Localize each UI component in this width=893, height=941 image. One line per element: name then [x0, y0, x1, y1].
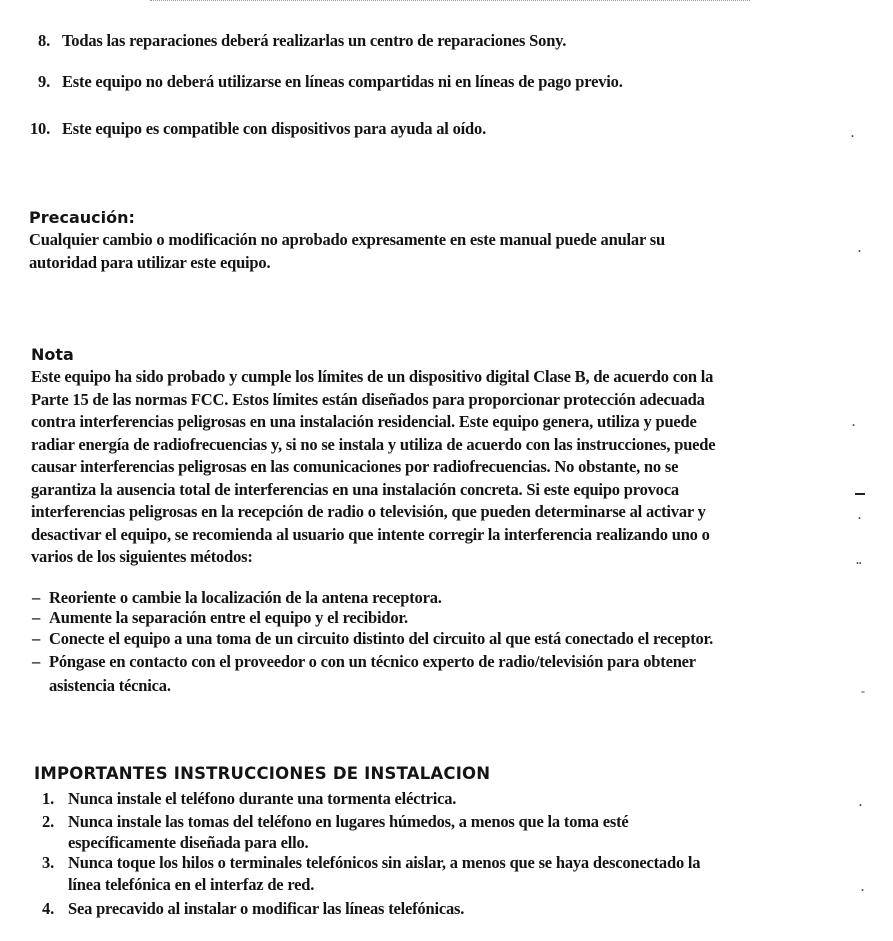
precaucion-heading: Precaución:	[29, 208, 135, 227]
precaucion-body	[29, 229, 665, 274]
text-line: garantiza la ausencia total de interferencias en una instalación concreta. Si este equipo provoca	[31, 479, 679, 499]
bullet-text: asistencia técnica.	[49, 676, 171, 695]
text-line: radiar energía de radiofrecuencias y, si no se instala y utiliza de acuerdo con las instrucciones, puede	[31, 434, 716, 454]
bullet-text: Póngase en contacto con el proveedor o con un técnico experto de radio/televisión para obtener	[49, 652, 696, 671]
scan-mark: .	[861, 880, 864, 894]
scan-mark: .	[858, 241, 861, 255]
list-number: 8.	[38, 31, 50, 50]
list-number: 1.	[42, 789, 54, 808]
list-item-text: Este equipo no deberá utilizarse en líneas compartidas ni en líneas de pago previo.	[62, 72, 623, 91]
nota-heading: Nota	[31, 345, 74, 364]
nota-body	[31, 366, 715, 569]
bullet-dash: –	[32, 629, 41, 648]
scan-mark: .	[858, 508, 861, 522]
text-line: Parte 15 de las normas FCC. Estos límites están diseñados para proporcionar protección adecuada	[31, 389, 705, 409]
list-item-text: Nunca instale el teléfono durante una tormenta eléctrica.	[68, 789, 457, 808]
bullet-text: Conecte el equipo a una toma de un circuito distinto del circuito al que está conectado el receptor.	[49, 629, 714, 648]
scan-mark: .	[851, 126, 854, 140]
list-number: 3.	[42, 853, 54, 872]
top-edge-line	[150, 0, 750, 3]
text-line: Este equipo ha sido probado y cumple los límites de un dispositivo digital Clase B, de acuerdo con la	[31, 367, 714, 386]
text-line: desactivar el equipo, se recomienda al usuario que intente corregir la interferencia realizando uno o	[31, 524, 710, 544]
scan-mark: ..	[856, 553, 862, 567]
list-item-text: Nunca toque los hilos o terminales telefónicos sin aislar, a menos que se haya desconectado la	[68, 853, 701, 872]
bullet-dash: –	[32, 608, 41, 627]
list-number: 9.	[38, 72, 50, 91]
list-item-text: específicamente diseñada para ello.	[68, 833, 309, 852]
list-item-text: Sea precavido al instalar o modificar las líneas telefónicas.	[68, 899, 465, 918]
text-line: autoridad para utilizar este equipo.	[29, 252, 271, 272]
bullet-text: Reoriente o cambie la localización de la antena receptora.	[49, 588, 442, 607]
list-item-text: Este equipo es compatible con dispositivos para ayuda al oído.	[62, 119, 486, 138]
scan-mark: .	[859, 795, 862, 809]
list-number: 2.	[42, 812, 54, 831]
bullet-dash: –	[32, 652, 41, 671]
scan-mark: .	[852, 415, 855, 429]
bullet-text: Aumente la separación entre el equipo y el recibidor.	[49, 608, 408, 627]
list-item-text: Todas las reparaciones deberá realizarlas un centro de reparaciones Sony.	[62, 31, 567, 50]
text-line: contra interferencias peligrosas en una instalación residencial. Este equipo genera, utiliza y puede	[31, 412, 697, 431]
text-line: varios de los siguientes métodos:	[31, 547, 253, 566]
text-line: causar interferencias peligrosas en las comunicaciones por radiofrecuencias. No obstante, no se	[31, 457, 679, 476]
list-number: 4.	[42, 899, 54, 918]
instalacion-heading: IMPORTANTES INSTRUCCIONES DE INSTALACION	[34, 764, 491, 783]
list-number: 10.	[29, 119, 50, 138]
list-item-text: Nunca instale las tomas del teléfono en lugares húmedos, a menos que la toma esté	[68, 812, 629, 831]
scan-mark	[855, 493, 865, 495]
scan-mark: -	[861, 684, 865, 698]
list-item-text: línea telefónica en el interfaz de red.	[68, 875, 315, 894]
text-line: interferencias peligrosas en la recepción de radio o televisión, que pueden determinarse al activar y	[31, 502, 706, 521]
text-line: Cualquier cambio o modificación no aprobado expresamente en este manual puede anular su	[29, 230, 665, 249]
bullet-dash: –	[32, 588, 41, 607]
